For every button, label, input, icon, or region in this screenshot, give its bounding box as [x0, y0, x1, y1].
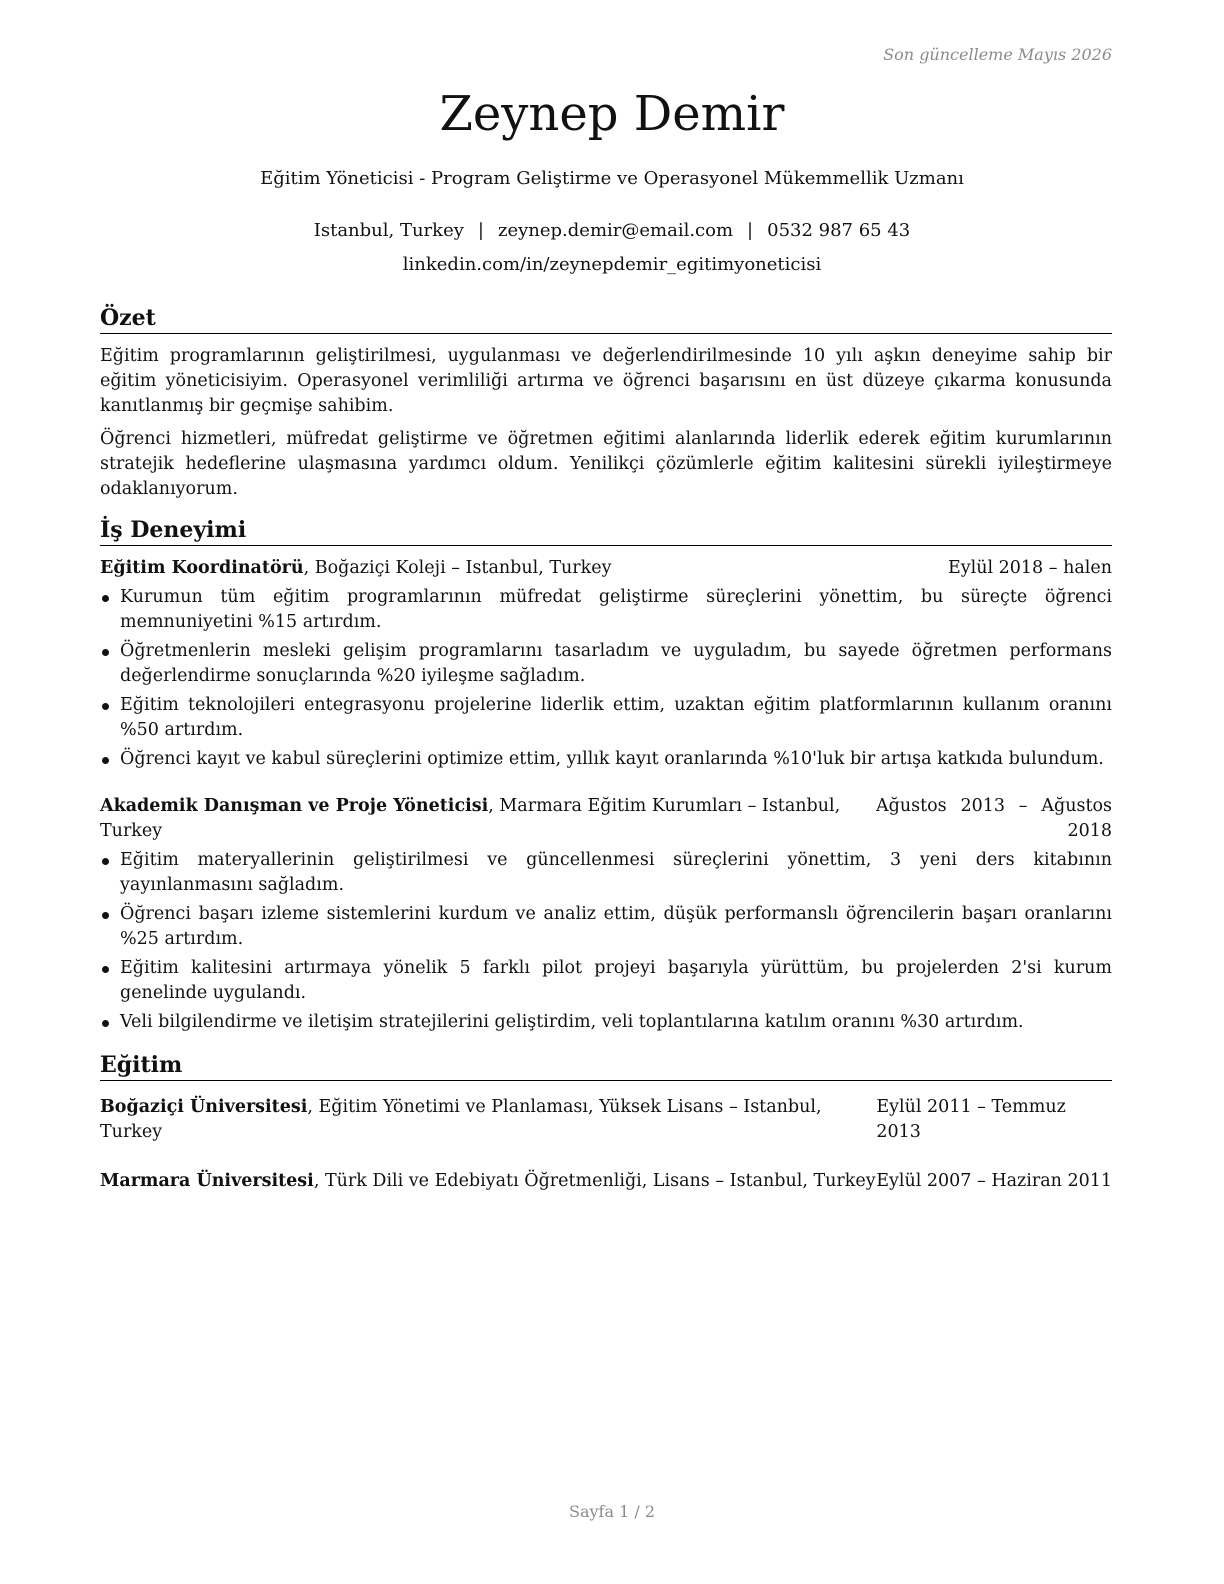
achievement-item	[100, 585, 1112, 635]
bullet-icon	[102, 1020, 109, 1027]
achievement-text: Eğitim materyallerinin geliştirilmesi ve güncellenmesi süreçlerini yönettim, 3 yeni ders kitabının yayınlanmasını sağladım.	[120, 850, 1112, 895]
contact-email[interactable]: zeynep.demir@email.com	[497, 220, 734, 241]
experience-heading: İş Deneyimi	[100, 516, 1112, 546]
achievement-item	[100, 848, 1112, 898]
contact-separator: |	[747, 220, 754, 241]
school-name: Marmara Üniversitesi	[100, 1171, 314, 1191]
bullet-icon	[102, 912, 109, 919]
job-title: Eğitim Koordinatörü	[100, 558, 304, 578]
achievement-item	[100, 1010, 1112, 1035]
education-entry	[100, 1095, 1112, 1145]
job-achievements	[100, 585, 1112, 772]
job-organization: , Boğaziçi Koleji – Istanbul, Turkey	[303, 558, 612, 578]
job-header	[100, 794, 1112, 844]
job-dates: Ağustos 2013 – Ağustos 2018	[876, 796, 1112, 841]
job-organization: , Marmara Eğitim Kurumları – Istanbul, Turkey	[100, 796, 841, 841]
achievement-item	[100, 747, 1112, 772]
achievement-text: Öğrenci başarı izleme sistemlerini kurdum ve analiz ettim, düşük performanslı öğrencilerin başarı oranlarını %25 artırdım.	[120, 904, 1112, 949]
education-dates: Eylül 2011 – Temmuz 2013	[876, 1097, 1066, 1142]
resume-body	[100, 304, 1112, 1218]
job-entry	[100, 556, 1112, 772]
education-entry	[100, 1169, 1112, 1194]
bullet-icon	[102, 966, 109, 973]
achievement-item	[100, 902, 1112, 952]
achievement-item	[100, 693, 1112, 743]
page-number: Sayfa 1 / 2	[568, 1502, 655, 1521]
summary-paragraph: Öğrenci hizmetleri, müfredat geliştirme ve öğretmen eğitimi alanlarında liderlik ederek eğitim kurumlarının stratejik hedeflerine ulaşmasına yardımcı oldum. Yenilikçi çözümlerle eğitim kalitesini sürekli iyileştirmeye odaklanıyorum.	[100, 429, 1112, 499]
education-heading: Eğitim	[100, 1051, 1112, 1081]
candidate-name: Zeynep Demir	[439, 86, 785, 142]
job-title: Akademik Danışman ve Proje Yöneticisi	[100, 796, 489, 816]
job-header	[100, 556, 1112, 581]
job-achievements	[100, 848, 1112, 1035]
contact-linkedin[interactable]: linkedin.com/in/zeynepdemir_egitimyoneticisi	[402, 254, 822, 275]
bullet-icon	[102, 703, 109, 710]
bullet-icon	[102, 858, 109, 865]
contact-phone: 0532 987 65 43	[767, 220, 911, 241]
bullet-icon	[102, 757, 109, 764]
achievement-text: Öğretmenlerin mesleki gelişim programlarını tasarladım ve uyguladım, bu sayede öğretmen performans değerlendirme sonuçlarında %20 iyileşme sağladım.	[120, 641, 1112, 686]
degree-detail: , Eğitim Yönetimi ve Planlaması, Yüksek Lisans – Istanbul, Turkey	[100, 1097, 822, 1142]
degree-detail: , Türk Dili ve Edebiyatı Öğretmenliği, Lisans – Istanbul, Turkey	[313, 1171, 876, 1191]
contact-line	[0, 220, 1224, 241]
contact-location: Istanbul, Turkey	[313, 220, 464, 241]
achievement-text: Eğitim kalitesini artırmaya yönelik 5 farklı pilot projeyi başarıyla yürüttüm, bu projelerden 2'si kurum genelinde uygulandı.	[120, 958, 1112, 1003]
job-entry	[100, 794, 1112, 1035]
achievement-text: Öğrenci kayıt ve kabul süreçlerini optimize ettim, yıllık kayıt oranlarında %10'luk bir artışa katkıda bulundum.	[120, 749, 1104, 769]
achievement-item	[100, 956, 1112, 1006]
summary-paragraph: Eğitim programlarının geliştirilmesi, uygulanması ve değerlendirilmesinde 10 yılı aşkın deneyime sahip bir eğitim yöneticisiyim. Operasyonel verimliliği artırma ve öğrenci başarısını en üst düzeye çıkarma konusunda kanıtlanmış bir geçmişe sahibim.	[100, 346, 1112, 416]
summary-heading: Özet	[100, 304, 1112, 334]
contact-separator: |	[477, 220, 484, 241]
bullet-icon	[102, 595, 109, 602]
achievement-text: Veli bilgilendirme ve iletişim stratejilerini geliştirdim, veli toplantılarına katılım oranını %30 artırdım.	[120, 1012, 1024, 1032]
candidate-headline: Eğitim Yöneticisi - Program Geliştirme ve Operasyonel Mükemmellik Uzmanı	[260, 168, 964, 189]
school-name: Boğaziçi Üniversitesi	[100, 1097, 308, 1117]
last-updated-note: Son güncelleme Mayıs 2026	[883, 45, 1112, 64]
achievement-item	[100, 639, 1112, 689]
bullet-icon	[102, 649, 109, 656]
achievement-text: Kurumun tüm eğitim programlarının müfredat geliştirme süreçlerini yönettim, bu süreçte öğrenci memnuniyetini %15 artırdım.	[120, 587, 1112, 632]
education-dates: Eylül 2007 – Haziran 2011	[876, 1171, 1112, 1191]
job-dates: Eylül 2018 – halen	[947, 558, 1112, 578]
achievement-text: Eğitim teknolojileri entegrasyonu projelerine liderlik ettim, uzaktan eğitim platformlarının kullanım oranını %50 artırdım.	[120, 695, 1112, 740]
